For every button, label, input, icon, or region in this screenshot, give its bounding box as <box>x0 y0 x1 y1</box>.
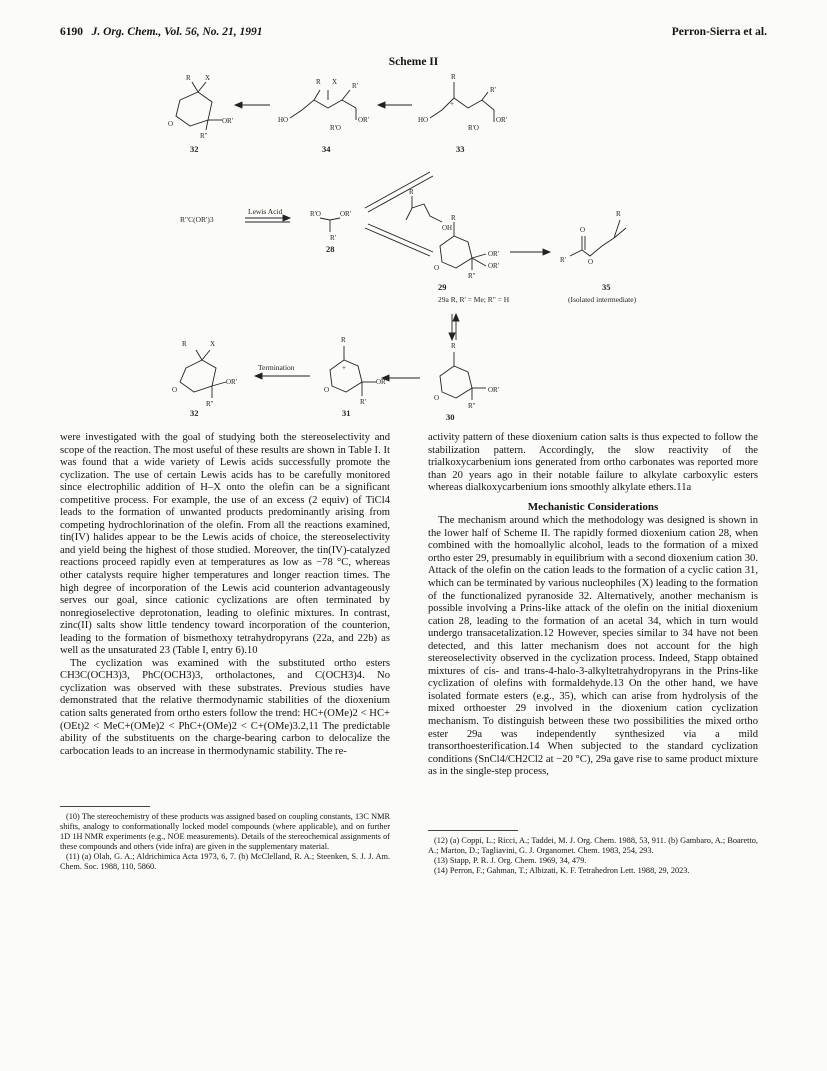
paragraph: were investigated with the goal of studying both the stereoselectivity and scope of the reaction. The most useful of these results are shown in Table I. It was found that a wide variety of Lewis acids successfully promote the cyclization. The use of certain Lewis acids has to be carefully monitored since electrophilic addition of H–X onto the olefin can be a significant competitive process. For example, the use of an excess (2 equiv) of TiCl4 leads to the formation of unwanted products predominantly arising from competing hydrochlorination of the olefin. From all the reactions examined, tin(IV) halides appear to be the Lewis acids of choice, the stereoselectivity and yield being the highest of those studied. Moreover, the tin(IV)-catalyzed reactions proceed rapidly even at temperatures as low as −78 °C, whereas other catalysts require higher temperatures and longer reaction times. The high degree of incorporation of the Lewis acid counterion advantageously serves our goal, since cationic cyclizations are often terminated by nonregioselective deprotonation, leading to olefinic mixtures. In contrast, zinc(II) salts show little tendency toward incorporation of the counterion, leading to the formation of bismethoxy tetrahydropyrans (22a, and 22b) as well as the unsaturated 23 (Table I, entry 6).10 <box>60 432 390 657</box>
atom-Rpp: R" <box>200 132 208 140</box>
page-number: 6190 <box>60 26 83 38</box>
label-33: 33 <box>456 144 465 154</box>
atom-Rp: R' <box>352 82 358 90</box>
left-column <box>60 432 390 758</box>
atom-O: O <box>168 120 174 128</box>
label-32-top: 32 <box>190 144 199 154</box>
atom-Rp: R' <box>490 86 496 94</box>
running-author: Perron-Sierra et al. <box>671 26 767 38</box>
ring-32-bottom <box>180 360 216 392</box>
label-31: 31 <box>342 408 351 418</box>
atom-OR: OR' <box>226 378 237 386</box>
journal-citation: J. Org. Chem., Vol. 56, No. 21, 1991 <box>91 26 263 38</box>
footnote: (14) Perron, F.; Gahman, T.; Albizati, K. F. Tetrahedron Lett. 1988, 29, 2023. <box>434 866 690 875</box>
ring-29 <box>440 236 472 268</box>
atom-OR: OR' <box>488 262 499 270</box>
footnote-rule <box>60 806 150 807</box>
ring-32-top <box>176 92 212 126</box>
atom-O: O <box>172 386 178 394</box>
atom-R: R <box>409 188 414 196</box>
atom-OR: OR' <box>222 117 233 125</box>
label-29: 29 <box>438 282 447 292</box>
atom-Rpp: R" <box>468 272 476 280</box>
atom-Rpp: R" <box>468 402 476 410</box>
section-heading: Mechanistic Considerations <box>527 500 659 513</box>
footnotes-left <box>60 812 390 872</box>
footnotes-right <box>428 836 758 876</box>
right-column <box>428 432 758 779</box>
footnote: (13) Stapp, P. R. J. Org. Chem. 1969, 34, 479. <box>434 856 587 865</box>
chain-34 <box>290 100 356 118</box>
footnote: (10) The stereochemistry of these products was assigned based on coupling constants, 13C NMR shifts, analogy to conformationally locked model compounds (where applicable), and on further 1D 1H NMR experiments (e.g., NOE measurements). Details of the stereochemical assignments of these compounds and others (vide infra) are given in the supplementary material. <box>60 812 390 851</box>
label-35: 35 <box>602 282 611 292</box>
atom-HO: HO <box>278 116 289 124</box>
atom-X: X <box>205 74 211 82</box>
atom-R: R <box>451 214 456 222</box>
atom-O: O <box>588 258 594 266</box>
atom-plus: + <box>450 100 454 108</box>
atom-OR: OR' <box>358 116 369 124</box>
atom-R: R <box>186 74 191 82</box>
atom-OR: OR' <box>376 378 387 386</box>
paragraph: activity pattern of these dioxenium cation salts is thus expected to follow the stabilization pattern. Accordingly, the slow reactivity of the trialkoxycarbenium ions generated from ortho carbonates was reported more than 20 years ago in their notable failure to alkylate carboxylic esters whereas dialkoxycarbenium ions smoothly alkylate ethers.11a <box>428 432 758 494</box>
atom-R: R <box>316 78 321 86</box>
atom-RO: R'O <box>310 210 321 218</box>
atom-Rp: R' <box>360 398 366 406</box>
atom-plus: + <box>342 364 346 372</box>
atom-OR: OR' <box>488 250 499 258</box>
label-30: 30 <box>446 412 455 422</box>
atom-O: O <box>324 386 330 394</box>
footnote: (11) (a) Olah, G. A.; Aldrichimica Acta 1973, 6, 7. (b) McClelland, R. A.; Steenken, S. J. J. Am. Chem. Soc. 1988, 110, 5860. <box>60 852 390 871</box>
atom-R: R <box>451 342 456 350</box>
atom-R: R <box>616 210 621 218</box>
atom-R: R <box>341 336 346 344</box>
atom-Rpp: R" <box>206 400 214 408</box>
ortho-ester-reagent: R"C(OR')3 <box>180 215 214 224</box>
atom-X: X <box>332 78 338 86</box>
atom-O: O <box>580 226 586 234</box>
paragraph: The mechanism around which the methodology was designed is shown in the lower half of Scheme II. The rapidly formed dioxenium cation 28, when combined with the homoallylic alcohol, leads to the formation of a mixed ortho ester 29, presumably in equilibrium with a second dioxenium cation 30. Attack of the olefin on the cation leads to the formation of a cyclic cation 31, which can be terminated by various nucleophiles (X) leading to the formation of the functionalized pyranoside 32. Alternatively, another mechanism is possible involving a Prins-like attack of the olefin on the initial dioxenium cation 28, leading to the formation of an acetal 34, which in turn would undergo transacetalization.12 However, species similar to 34 have not been detected, and this latter mechanism does not account for the high stereoselectivity observed in the cyclization process. Indeed, Stapp obtained mixtures of cis- and trans-4-halo-3-alkyltetrahydropyrans in the Prins-like cyclization of olefins with formaldehyde.13 On the other hand, we have isolated formate esters (e.g., 35), which can arise from hydrolysis of the mixed orthoester 29 involved in the dioxenium cation cyclization mechanism. To distinguish between these two possibilities the mixed ortho ester 29a was independently synthesized via a mild transorthoesterification.14 When subjected to the standard cyclization conditions (SnCl4/CH2Cl2 at −20 °C), 29a gave rise to same product mixture as in the single-step process, <box>428 515 758 778</box>
atom-O: O <box>434 394 440 402</box>
atom-OR: OR' <box>340 210 351 218</box>
paragraph: The cyclization was examined with the substituted ortho esters CH3C(OCH3)3, PhC(OCH3)3, ortholactones, and C(OCH3)4. No cyclization was observed with these substrates. Previous studies have demonstrated that the relative thermodynamic stabilities of the dioxenium cation salts generated from ortho esters follow the trend: HC+(OMe)2 < HC+(OEt)2 < MeC+(OMe)2 < PhC+(OMe)2 < C+(OMe)3.2,11 The predictable ability of the substituents on the charge-bearing carbon to delocalize the carbocation leads to an increase in thermodynamic stability. The re- <box>60 657 390 757</box>
atom-OR: OR' <box>496 116 507 124</box>
atom-RO: R'O <box>330 124 341 132</box>
atom-OH: OH <box>442 224 453 232</box>
atom-R: R <box>182 340 187 348</box>
scheme-title: Scheme II <box>388 56 439 68</box>
label-29a: 29a R, R' = Me; R" = H <box>438 295 510 304</box>
label-35-note: (Isolated intermediate) <box>568 295 637 304</box>
lewis-acid-label: Lewis Acid <box>248 207 283 216</box>
page-number-journal <box>60 26 263 38</box>
footnote-rule <box>428 830 518 831</box>
termination-label: Termination <box>258 363 295 372</box>
atom-RO: R'O <box>468 124 479 132</box>
ring-30 <box>440 366 472 398</box>
atom-Rp: R' <box>560 256 566 264</box>
atom-O: O <box>434 264 440 272</box>
page-header <box>60 26 767 44</box>
scheme-ii-diagram <box>150 70 750 425</box>
label-32-bottom: 32 <box>190 408 199 418</box>
atom-HO: HO <box>418 116 429 124</box>
footnote: (12) (a) Coppi, L.; Ricci, A.; Taddei, M. J. Org. Chem. 1988, 53, 911. (b) Gambaro, A.; Boaretto, A.; Marton, D.; Tagliavini, G. J. Organomet. Chem. 1983, 254, 293. <box>428 836 758 855</box>
atom-Rp: R' <box>330 234 336 242</box>
ring-31 <box>330 360 362 392</box>
label-34: 34 <box>322 144 331 154</box>
atom-R: R <box>451 73 456 81</box>
atom-X: X <box>210 340 216 348</box>
chain-33 <box>430 98 494 118</box>
atom-OR: OR' <box>488 386 499 394</box>
label-28: 28 <box>326 244 335 254</box>
